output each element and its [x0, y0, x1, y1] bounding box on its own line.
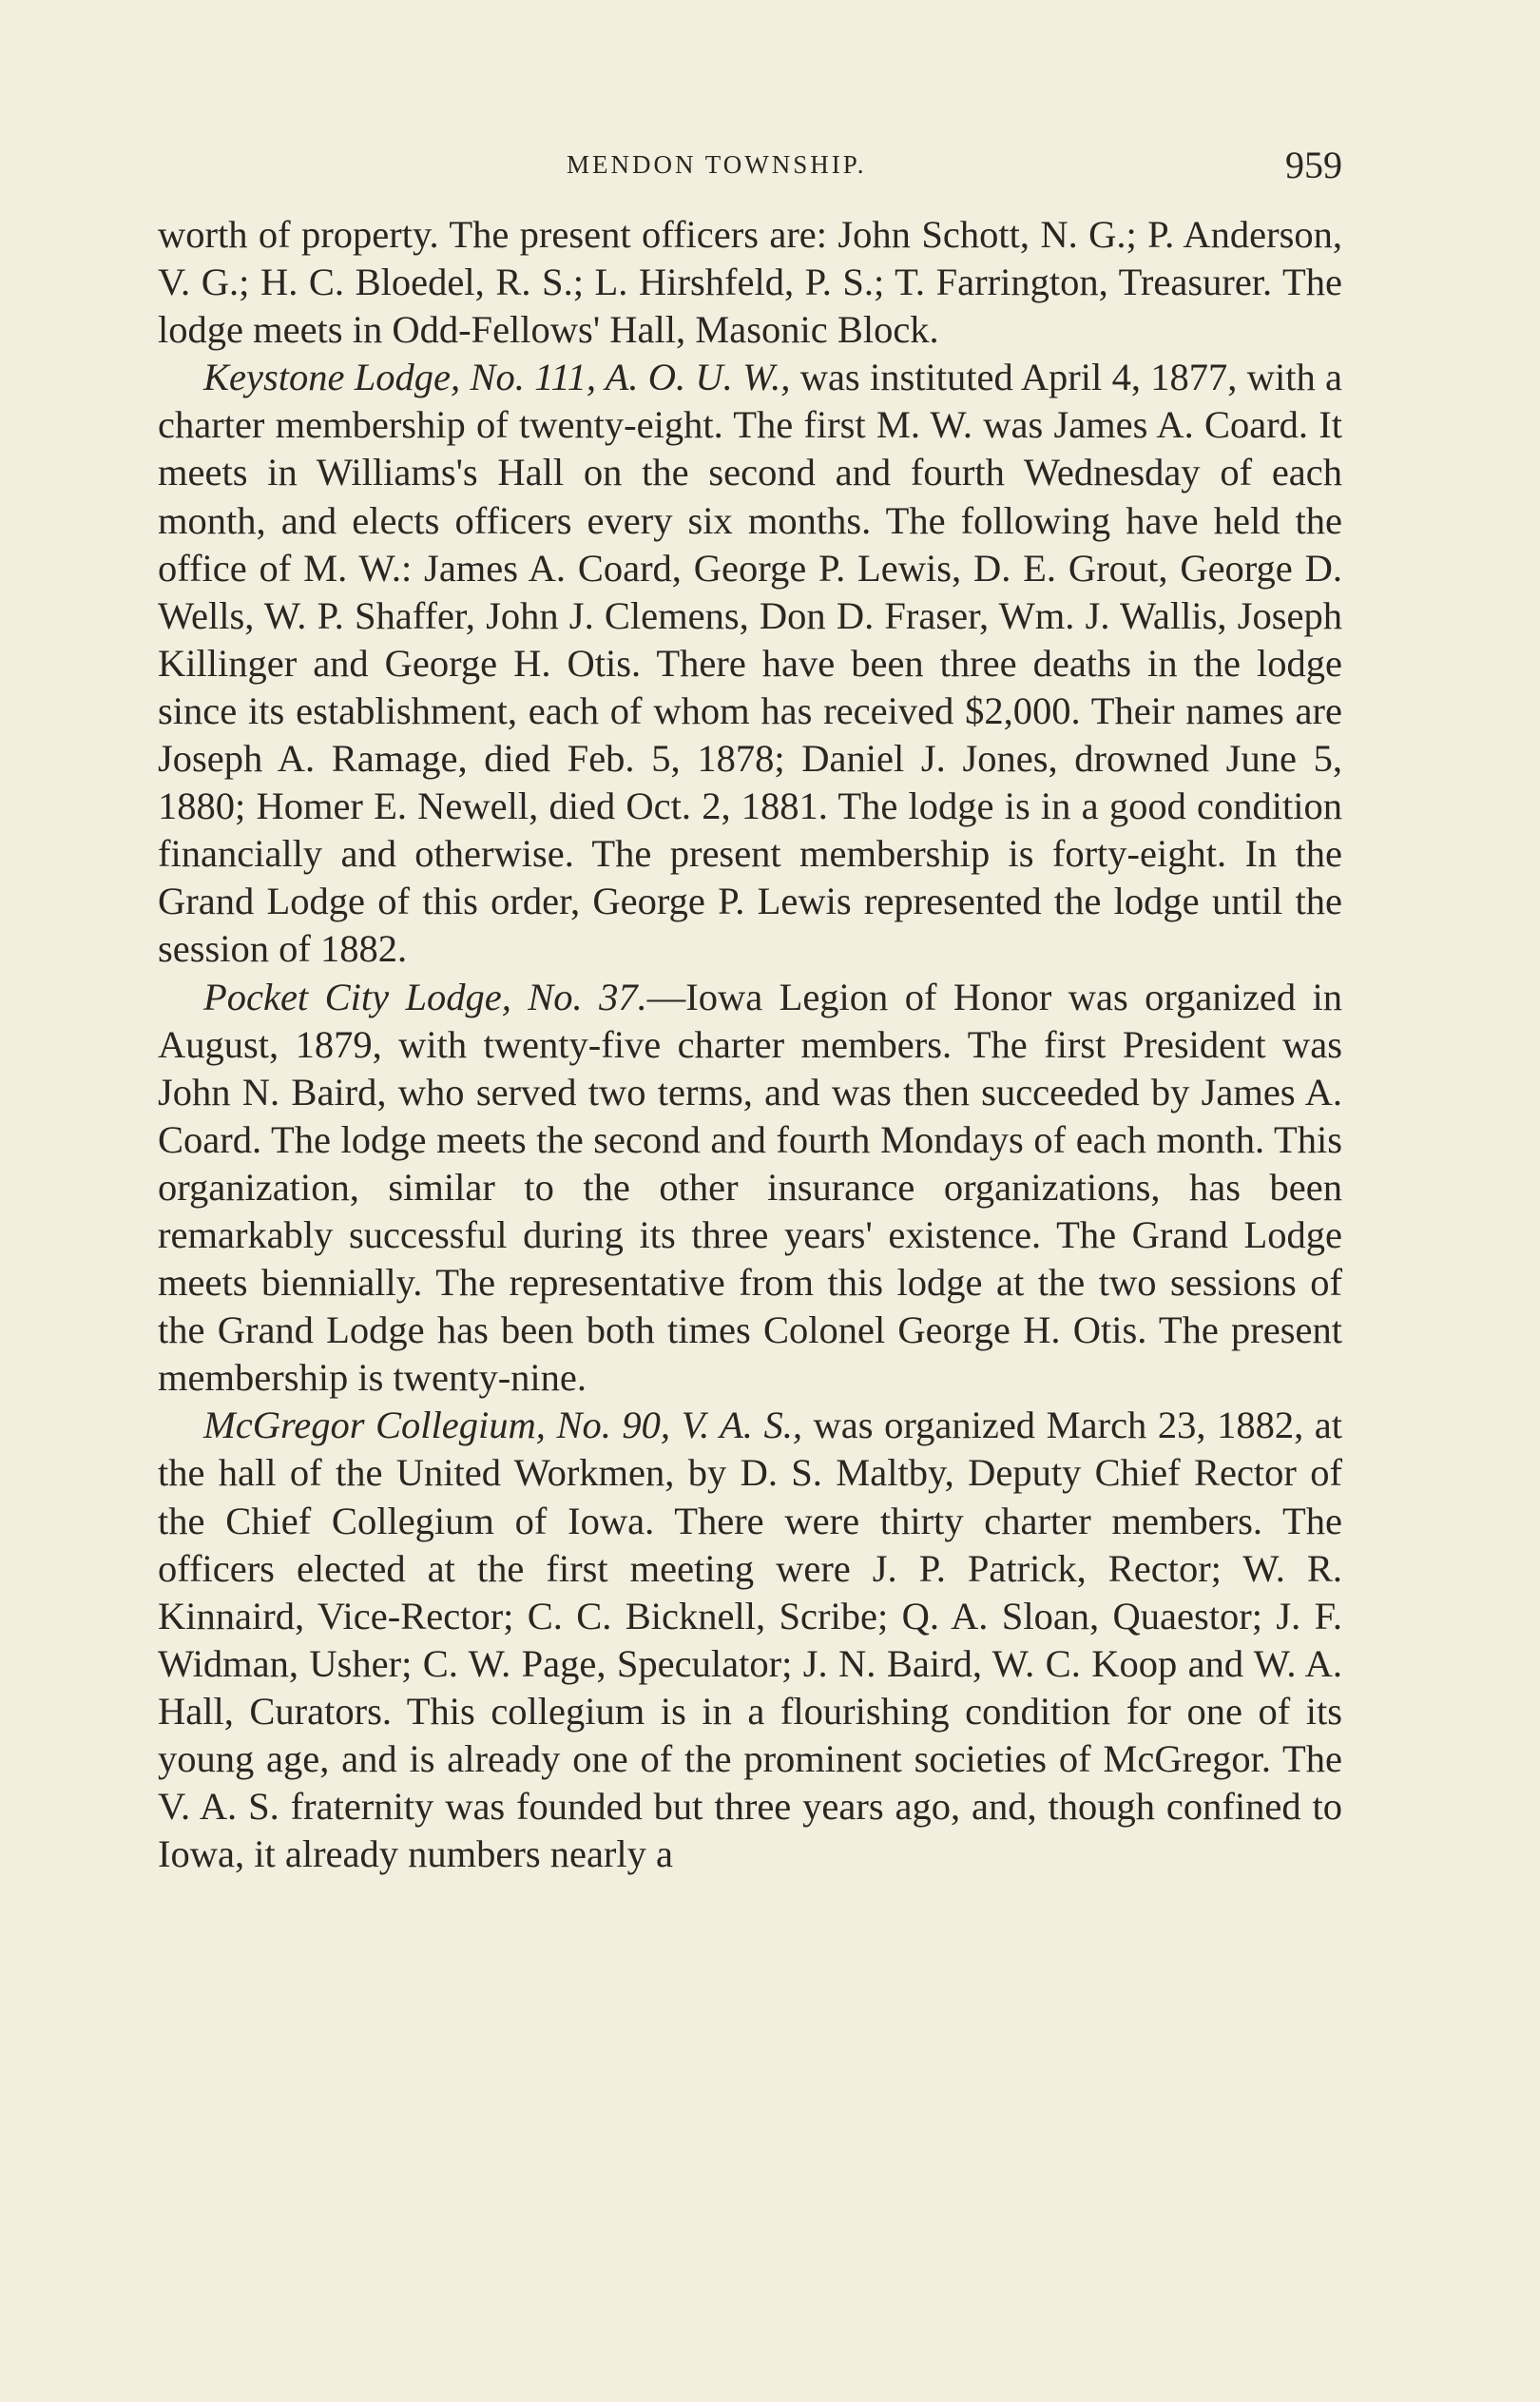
paragraph-text: —Iowa Legion of Honor was organized in August, 1879, with twenty-five charter members. The first President was John N. Baird, who served two terms, and was then succeeded by James A. Coard. The lodge meets the second and fourth Mondays of each month. This organization, similar to the other insurance organizations, has been remarkably successful during its three years' existence. The Grand Lodge meets biennially. The representative from this lodge at the two sessions of the Grand Lodge has been both times Colonel George H. Otis. The present membership is twenty-nine.	[158, 975, 1342, 1400]
body-text	[158, 211, 1342, 1878]
paragraph-pocket-city-lodge	[158, 974, 1342, 1403]
page-header	[158, 143, 1342, 190]
paragraph-mcgregor-collegium	[158, 1402, 1342, 1878]
page-number: 959	[1285, 144, 1342, 186]
running-head: MENDON TOWNSHIP.	[567, 150, 867, 179]
paragraph-text: worth of property. The present officers are: John Schott, N. G.; P. Anderson, V. G.; H. C. Bloedel, R. S.; L. Hirshfeld, P. S.; T. Farrington, Treasurer. The lodge meets in Odd-Fellows' Hall, Masonic Block.	[158, 213, 1342, 352]
paragraph-text: was organized March 23, 1882, at the hall of the United Workmen, by D. S. Maltby, Deputy Chief Rector of the Chief Collegium of Iowa. There were thirty charter members. The officers elected at the first meeting were J. P. Patrick, Rector; W. R. Kinnaird, Vice-Rector; C. C. Bicknell, Scribe; Q. A. Sloan, Quaestor; J. F. Widman, Usher; C. W. Page, Speculator; J. N. Baird, W. C. Koop and W. A. Hall, Curators. This collegium is in a flourishing condition for one of its young age, and is already one of the prominent societies of McGregor. The V. A. S. fraternity was founded but three years ago, and, though confined to Iowa, it already numbers nearly a	[158, 1404, 1342, 1876]
paragraph-continuation	[158, 211, 1342, 354]
paragraph-title: McGregor Collegium, No. 90, V. A. S.,	[203, 1404, 802, 1447]
paragraph-title: Pocket City Lodge, No. 37.	[203, 975, 647, 1018]
paragraph-title: Keystone Lodge, No. 111, A. O. U. W.,	[203, 356, 791, 399]
paragraph-text: was instituted April 4, 1877, with a charter membership of twenty-eight. The first M. W. was James A. Coard. It meets in Williams's Hall on the second and fourth Wednesday of each month, and elects officers every six months. The following have held the office of M. W.: James A. Coard, George P. Lewis, D. E. Grout, George D. Wells, W. P. Shaffer, John J. Clemens, Don D. Fraser, Wm. J. Wallis, Joseph Killinger and George H. Otis. There have been three deaths in the lodge since its establishment, each of whom has received $2,000. Their names are Joseph A. Ramage, died Feb. 5, 1878; Daniel J. Jones, drowned June 5, 1880; Homer E. Newell, died Oct. 2, 1881. The lodge is in a good condition financially and otherwise. The present membership is forty-eight. In the Grand Lodge of this order, George P. Lewis represented the lodge until the session of 1882.	[158, 356, 1343, 971]
paragraph-keystone-lodge	[158, 354, 1342, 973]
